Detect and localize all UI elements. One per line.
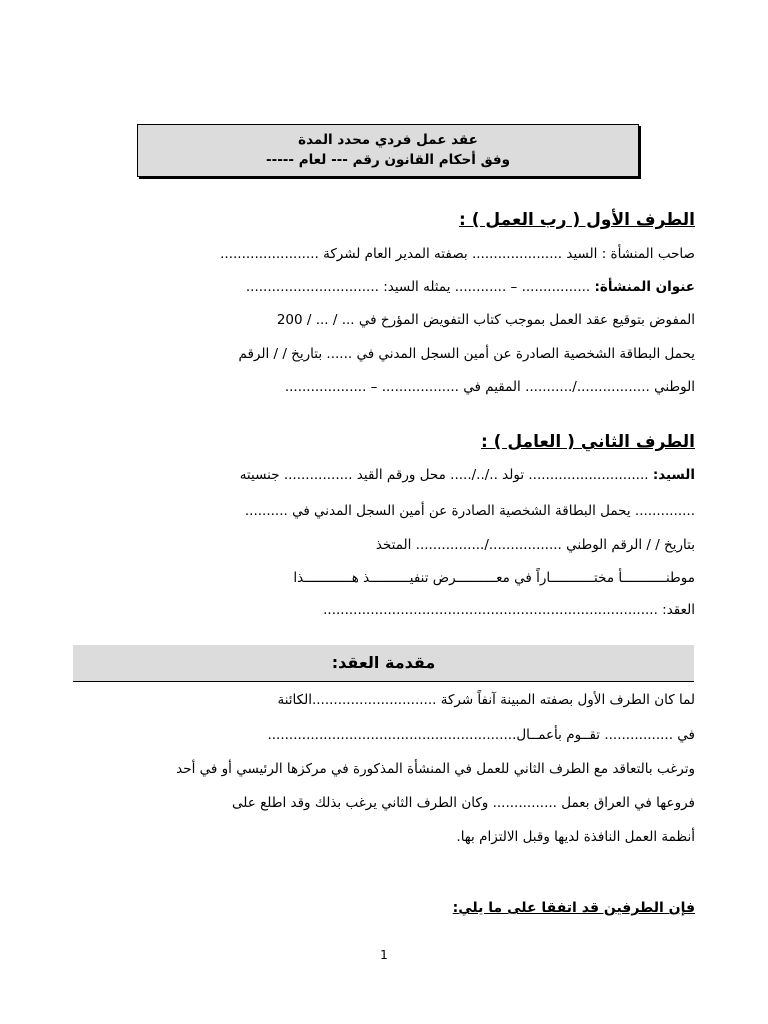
party1-national-id-line: الوطني ................./........... المقيم في .................. – ................... (284, 379, 695, 395)
party1-id-line: يحمل البطاقة الشخصية الصادرة عن أمين السجل المدني في ...... بتاريخ / / الرقم (238, 346, 695, 362)
address-label: عنوان المنشأة: (594, 279, 695, 295)
party1-owner-line: صاحب المنشأة : السيد ..................... بصفته المدير العام لشركة ....................... (220, 246, 695, 262)
page-number: 1 (380, 948, 388, 962)
intro-line-3: وترغب بالتعاقد مع الطرف الثاني للعمل في المنشأة المذكورة في مركزها الرئيسي أو في أحد (176, 761, 695, 777)
party1-address-line (246, 279, 695, 295)
intro-heading: مقدمة العقد: (331, 653, 436, 672)
agreement-heading: فإن الطرفين قد اتفقا على ما يلي: (452, 900, 695, 916)
intro-line-1: لما كان الطرف الأول بصفته المبينة آنفاً شركة .............................الكائنة (277, 692, 695, 708)
intro-heading-box (73, 645, 694, 682)
party1-authorization-line: المفوض بتوقيع عقد العمل بموجب كتاب التفويض المؤرخ في ... / ... / 200 (276, 312, 695, 328)
party2-name-line (240, 467, 695, 483)
mr-value: ............................ تولد ../../..... محل ورقم القيد ................ جنسيته (239, 467, 653, 483)
party2-domicile-line: موطنـــــــــــأ مختـــــــــــاراً في معــــــــــرض تنفيــــــــــذ هــــــــــــذا (293, 570, 695, 586)
contract-title: عقد عمل فردي محدد المدة (298, 132, 478, 148)
contract-subtitle: وفق أحكام القانون رقم --- لعام ----- (266, 152, 510, 168)
mr-label: السيد: (652, 467, 695, 483)
party2-date-line: بتاريخ / / الرقم الوطني ................./................ المتخذ (375, 537, 695, 553)
address-value: ................ – ............ يمثله السيد: ............................... (245, 279, 595, 295)
party2-id-line: .............. يحمل البطاقة الشخصية الصادرة عن أمين السجل المدني في .......... (244, 503, 695, 519)
party2-contract-line: العقد: .............................................................................. (323, 602, 695, 618)
intro-line-5: أنظمة العمل النافذة لديها وقبل الالتزام بها. (456, 829, 695, 845)
party2-heading: الطرف الثاني ( العامل ) : (480, 432, 695, 452)
contract-title-box (137, 124, 639, 177)
intro-line-4: فروعها في العراق بعمل ............... وكان الطرف الثاني يرغب بذلك وقد اطلع على (232, 795, 695, 811)
intro-line-2: في ................ تقــوم بأعمــال.......................................................... (267, 727, 695, 743)
party1-heading: الطرف الأول ( رب العمل ) : (459, 210, 695, 230)
